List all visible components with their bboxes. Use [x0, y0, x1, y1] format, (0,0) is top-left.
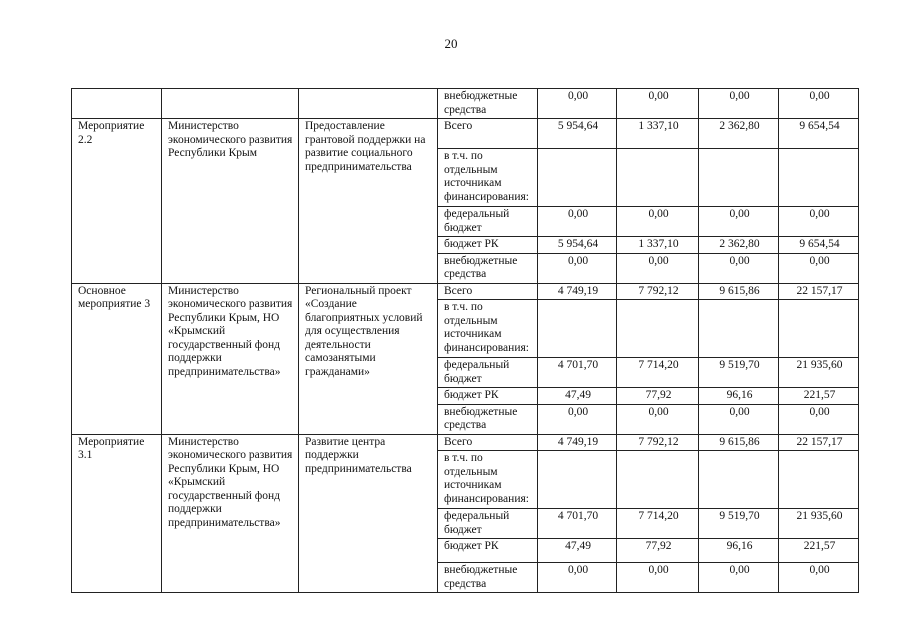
amount-cell: 96,16 — [699, 388, 779, 405]
amount-cell: 0,00 — [538, 404, 617, 434]
amount-cell: 0,00 — [538, 563, 617, 593]
amount-cell: 9 615,86 — [699, 434, 779, 451]
amount-cell: 0,00 — [699, 404, 779, 434]
project-cell: Региональный проект «Создание благоприятных условий для осуществления деятельности самозанятыми гражданами» — [299, 283, 438, 434]
funding-source-cell: в т.ч. по отдельным источникам финансирования: — [438, 451, 538, 509]
amount-cell — [538, 451, 617, 509]
amount-cell — [699, 300, 779, 358]
project-cell — [299, 89, 438, 119]
amount-cell: 4 749,19 — [538, 434, 617, 451]
funding-source-cell: в т.ч. по отдельным источникам финансирования: — [438, 300, 538, 358]
amount-cell: 2 362,80 — [699, 119, 779, 149]
funding-source-cell: Всего — [438, 434, 538, 451]
funding-source-cell: Всего — [438, 283, 538, 300]
amount-cell: 0,00 — [779, 563, 859, 593]
amount-cell: 7 792,12 — [617, 434, 699, 451]
funding-source-cell: внебюджетные средства — [438, 253, 538, 283]
amount-cell: 0,00 — [699, 253, 779, 283]
amount-cell — [538, 149, 617, 207]
amount-cell — [699, 451, 779, 509]
funding-source-cell: бюджет РК — [438, 237, 538, 254]
executor-cell: Министерство экономического развития Республики Крым, НО «Крымский государственный фонд поддержки предпринимательства» — [162, 283, 299, 434]
amount-cell: 9 519,70 — [699, 509, 779, 539]
amount-cell — [699, 149, 779, 207]
amount-cell: 4 701,70 — [538, 358, 617, 388]
amount-cell: 7 714,20 — [617, 358, 699, 388]
amount-cell: 221,57 — [779, 539, 859, 563]
amount-cell: 0,00 — [617, 253, 699, 283]
amount-cell: 2 362,80 — [699, 237, 779, 254]
table-row — [72, 89, 859, 119]
amount-cell: 0,00 — [538, 253, 617, 283]
amount-cell: 0,00 — [779, 253, 859, 283]
amount-cell — [617, 451, 699, 509]
amount-cell: 0,00 — [699, 207, 779, 237]
amount-cell: 7 714,20 — [617, 509, 699, 539]
amount-cell: 0,00 — [779, 404, 859, 434]
amount-cell: 21 935,60 — [779, 358, 859, 388]
amount-cell: 0,00 — [617, 89, 699, 119]
amount-cell: 0,00 — [699, 89, 779, 119]
executor-cell — [162, 89, 299, 119]
table-row — [72, 434, 859, 451]
amount-cell: 4 701,70 — [538, 509, 617, 539]
amount-cell: 221,57 — [779, 388, 859, 405]
amount-cell: 0,00 — [617, 404, 699, 434]
activity-cell: Мероприятие 3.1 — [72, 434, 162, 593]
amount-cell: 0,00 — [779, 89, 859, 119]
amount-cell: 4 749,19 — [538, 283, 617, 300]
budget-table — [71, 88, 859, 593]
amount-cell: 9 654,54 — [779, 119, 859, 149]
executor-cell: Министерство экономического развития Республики Крым — [162, 119, 299, 284]
funding-source-cell: бюджет РК — [438, 539, 538, 563]
amount-cell: 21 935,60 — [779, 509, 859, 539]
amount-cell: 1 337,10 — [617, 119, 699, 149]
funding-source-cell: Всего — [438, 119, 538, 149]
executor-cell: Министерство экономического развития Республики Крым, НО «Крымский государственный фонд поддержки предпринимательства» — [162, 434, 299, 593]
amount-cell: 77,92 — [617, 539, 699, 563]
funding-source-cell: в т.ч. по отдельным источникам финансирования: — [438, 149, 538, 207]
table-row — [72, 283, 859, 300]
amount-cell: 22 157,17 — [779, 434, 859, 451]
funding-source-cell: внебюджетные средства — [438, 404, 538, 434]
amount-cell: 9 615,86 — [699, 283, 779, 300]
amount-cell: 0,00 — [779, 207, 859, 237]
amount-cell — [538, 300, 617, 358]
amount-cell — [617, 149, 699, 207]
amount-cell: 5 954,64 — [538, 237, 617, 254]
amount-cell: 0,00 — [538, 89, 617, 119]
amount-cell — [779, 300, 859, 358]
amount-cell: 96,16 — [699, 539, 779, 563]
funding-source-cell: федеральный бюджет — [438, 358, 538, 388]
table-row — [72, 119, 859, 149]
amount-cell: 0,00 — [617, 563, 699, 593]
amount-cell: 1 337,10 — [617, 237, 699, 254]
funding-source-cell: федеральный бюджет — [438, 207, 538, 237]
amount-cell: 0,00 — [538, 207, 617, 237]
amount-cell: 22 157,17 — [779, 283, 859, 300]
funding-source-cell: федеральный бюджет — [438, 509, 538, 539]
amount-cell: 5 954,64 — [538, 119, 617, 149]
amount-cell: 7 792,12 — [617, 283, 699, 300]
amount-cell: 0,00 — [617, 207, 699, 237]
funding-source-cell: внебюджетные средства — [438, 89, 538, 119]
activity-cell: Мероприятие 2.2 — [72, 119, 162, 284]
activity-cell — [72, 89, 162, 119]
amount-cell: 77,92 — [617, 388, 699, 405]
amount-cell — [779, 149, 859, 207]
page-number: 20 — [444, 36, 458, 51]
amount-cell: 47,49 — [538, 388, 617, 405]
activity-cell: Основное мероприятие 3 — [72, 283, 162, 434]
amount-cell: 0,00 — [699, 563, 779, 593]
amount-cell: 47,49 — [538, 539, 617, 563]
amount-cell — [617, 300, 699, 358]
project-cell: Предоставление грантовой поддержки на развитие социального предпринимательства — [299, 119, 438, 284]
project-cell: Развитие центра поддержки предпринимательства — [299, 434, 438, 593]
amount-cell: 9 519,70 — [699, 358, 779, 388]
funding-source-cell: бюджет РК — [438, 388, 538, 405]
amount-cell: 9 654,54 — [779, 237, 859, 254]
amount-cell — [779, 451, 859, 509]
funding-source-cell: внебюджетные средства — [438, 563, 538, 593]
